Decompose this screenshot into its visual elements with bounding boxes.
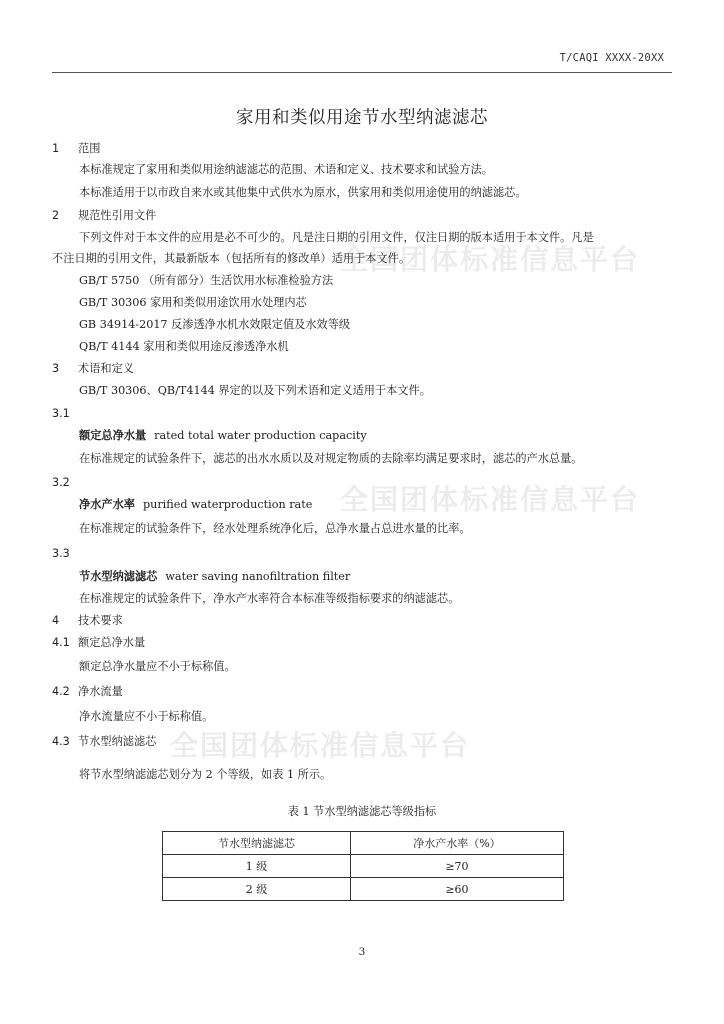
- section-title: 净水流量: [78, 685, 123, 698]
- page-number: 3: [358, 946, 366, 958]
- reference-item: GB/T 5750 （所有部分）生活饮用水标准检验方法: [79, 274, 334, 287]
- section-3-heading: [52, 361, 672, 376]
- term-number: 3.2: [52, 476, 70, 489]
- section-title: 术语和定义: [78, 362, 134, 375]
- watermark: 全国团体标准信息平台: [340, 243, 641, 276]
- table-cell: ≥60: [350, 878, 563, 901]
- table-cell: 2 级: [163, 878, 351, 901]
- table-cell: 1 级: [163, 855, 351, 878]
- paragraph: GB/T 30306、QB/T4144 界定的以及下列术语和定义适用于本文件。: [79, 384, 431, 397]
- term-number: 3.1: [52, 407, 70, 420]
- term-definition: 在标准规定的试验条件下，滤芯的出水水质以及对规定物质的去除率均满足要求时，滤芯的产水总量。: [79, 452, 583, 465]
- watermark: 全国团体标准信息平台: [170, 729, 471, 762]
- term-entry: [79, 569, 699, 584]
- section-number: 4.1: [52, 636, 70, 649]
- reference-item: GB 34914-2017 反渗透净水机水效限定值及水效等级: [79, 318, 351, 331]
- paragraph: 额定总净水量应不小于标称值。: [79, 660, 236, 673]
- table-row: [163, 855, 564, 878]
- table-caption: 表 1 节水型纳滤滤芯等级指标: [287, 805, 437, 818]
- section-2-heading: [52, 208, 672, 223]
- subsection-4-3-heading: [52, 734, 672, 749]
- section-title: 额定总净水量: [78, 636, 146, 649]
- term-english: purified waterproduction rate: [142, 498, 313, 511]
- table-header-cell: 节水型纳滤滤芯: [163, 832, 351, 855]
- section-number: 1: [52, 142, 60, 155]
- subsection-4-1-heading: [52, 635, 672, 650]
- document-code: T/CAQI XXXX-20XX: [559, 52, 664, 64]
- table-row: [163, 878, 564, 901]
- section-number: 4: [52, 614, 60, 627]
- paragraph: 下列文件对于本文件的应用是必不可少的。凡是注日期的引用文件，仅注日期的版本适用于本文件。凡是: [79, 231, 594, 244]
- table-header-row: [163, 832, 564, 855]
- term-english: rated total water production capacity: [154, 429, 367, 442]
- paragraph: 本标准适用于以市政自来水或其他集中式供水为原水，供家用和类似用途使用的纳滤滤芯。: [79, 186, 527, 199]
- section-title: 技术要求: [78, 614, 123, 627]
- term-chinese: 净水产水率: [79, 498, 135, 511]
- reference-item: GB/T 30306 家用和类似用途饮用水处理内芯: [79, 296, 307, 309]
- table-cell: ≥70: [350, 855, 563, 878]
- term-definition: 在标准规定的试验条件下，经水处理系统净化后，总净水量占总进水量的比率。: [79, 522, 471, 535]
- term-entry: [79, 497, 699, 512]
- paragraph: 净水流量应不小于标称值。: [79, 710, 214, 723]
- header-rule: [52, 72, 672, 73]
- section-number: 4.2: [52, 685, 70, 698]
- section-title: 范围: [78, 142, 101, 155]
- term-english: water saving nanofiltration filter: [165, 570, 351, 583]
- document-title: 家用和类似用途节水型纳滤滤芯: [236, 108, 488, 128]
- paragraph: 本标准规定了家用和类似用途纳滤滤芯的范围、术语和定义、技术要求和试验方法。: [79, 163, 493, 176]
- section-number: 2: [52, 209, 60, 222]
- section-title: 节水型纳滤滤芯: [78, 735, 157, 748]
- reference-item: QB/T 4144 家用和类似用途反渗透净水机: [79, 340, 289, 353]
- section-number: 3: [52, 362, 60, 375]
- term-chinese: 节水型纳滤滤芯: [79, 570, 158, 583]
- term-entry: [79, 428, 699, 443]
- section-4-heading: [52, 613, 672, 628]
- watermark: 全国团体标准信息平台: [340, 483, 641, 516]
- term-definition: 在标准规定的试验条件下，净水产水率符合本标准等级指标要求的纳滤滤芯。: [79, 592, 460, 605]
- subsection-4-2-heading: [52, 684, 672, 699]
- paragraph-continued: 不注日期的引用文件，其最新版本（包括所有的修改单）适用于本文件。: [52, 252, 411, 265]
- paragraph: 将节水型纳滤滤芯划分为 2 个等级，如表 1 所示。: [79, 768, 332, 781]
- term-chinese: 额定总净水量: [79, 429, 147, 442]
- term-number: 3.3: [52, 547, 70, 560]
- table-header-cell: 净水产水率（%）: [350, 832, 563, 855]
- section-number: 4.3: [52, 735, 70, 748]
- grade-table: [162, 831, 564, 901]
- section-title: 规范性引用文件: [78, 209, 157, 222]
- section-1-heading: [52, 141, 672, 156]
